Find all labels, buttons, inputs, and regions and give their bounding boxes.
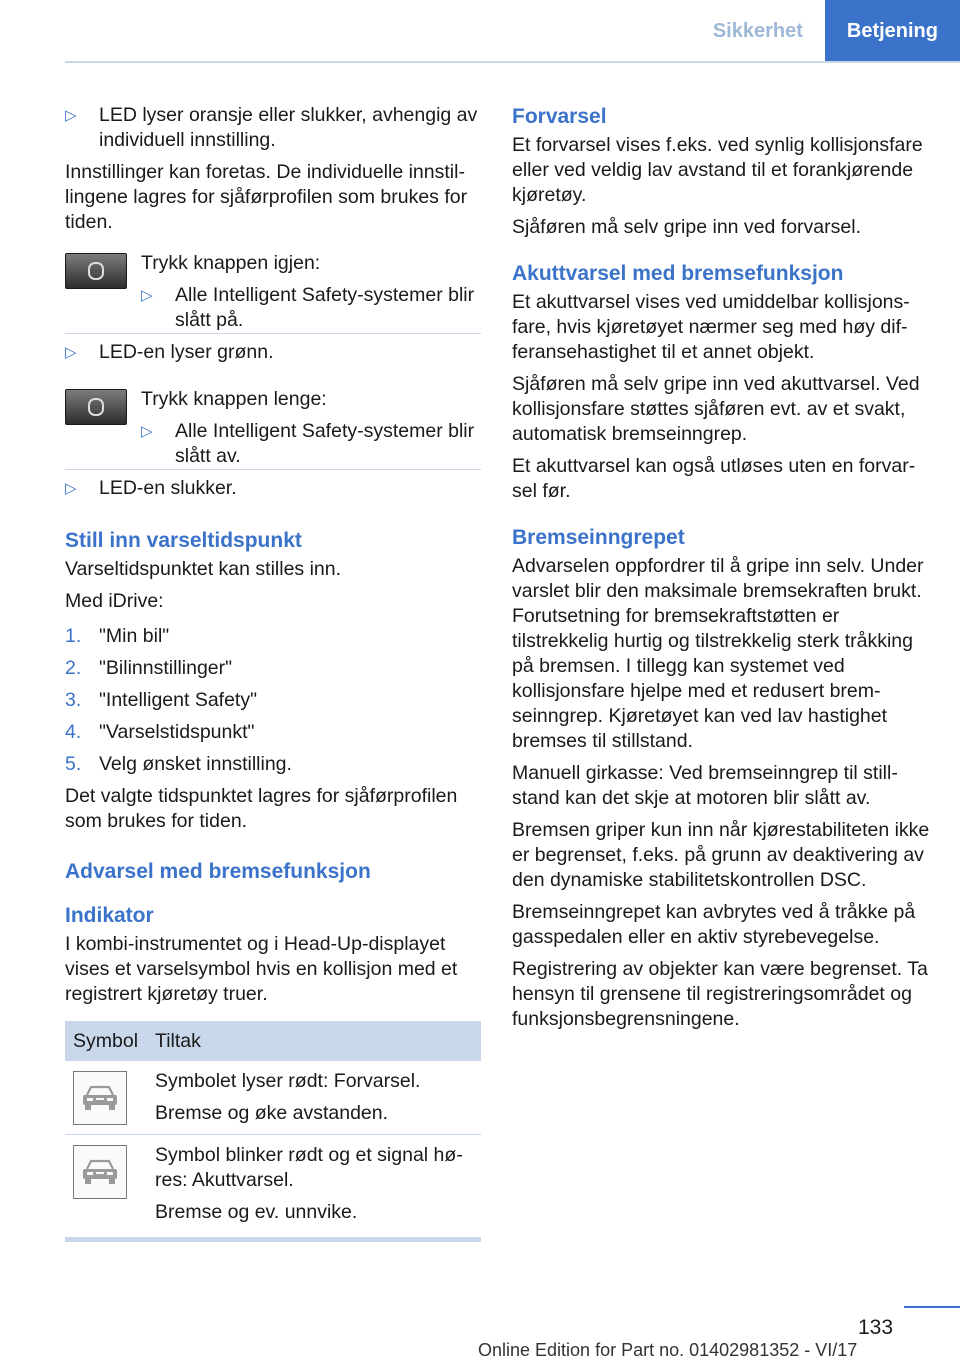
tab-safety[interactable]: Sikkerhet [712, 19, 803, 42]
intelligent-safety-button-image [65, 253, 127, 289]
acute-paragraph-3: Et akuttvarsel kan også utløses uten en forvarsel før. [512, 455, 916, 502]
bullet-text: LED-en slukker. [99, 477, 237, 499]
step-text: "Intelligent Safety" [99, 689, 258, 711]
table-row [65, 1061, 481, 1135]
safety-button-icon [88, 262, 104, 280]
action-text: Bremse og ev. unnvike. [155, 1201, 358, 1223]
brake-paragraph-3: Bremsen griper kun inn når kjørestabiliteten ikke er begrenset, f.eks. på grunn av deaktivering av den dynamiske stabilitetskontrollen DSC. [512, 819, 930, 891]
prewarning-paragraph: Et forvarsel vises f.eks. ved synlig kollisjonsfare eller ved veldig lav avstand til et forankjørende kjøretøy. [512, 134, 923, 206]
header-divider [65, 61, 960, 63]
bullet-text: LED lyser oransje eller slukker, avhengig av individuell innstilling. [99, 104, 478, 151]
settings-paragraph: Innstillinger kan foretas. De individuelle innstillingene lagres for sjåførprofilen som brukes for tiden. [65, 161, 468, 233]
press-again-block [65, 251, 481, 333]
brake-paragraph-4: Bremseinngrepet kan avbrytes ved å tråkke på gasspedalen eller en aktiv styrebevegelse. [512, 901, 916, 948]
heading-prewarning: Forvarsel [512, 105, 607, 128]
step-text: "Varselstidspunkt" [99, 721, 255, 743]
idrive-paragraph: Med iDrive: [65, 590, 164, 612]
step-text: "Bilinnstillinger" [99, 657, 233, 679]
list-item [65, 688, 481, 713]
press-again-body [141, 251, 481, 333]
list-item [65, 624, 481, 649]
prewarning-paragraph-2: Sjåføren må selv gripe inn ved forvarsel. [512, 216, 861, 238]
step-number: 3. [65, 689, 82, 711]
brake-paragraph-5: Registrering av objekter kan være begrenset. Ta hensyn til grensene til registreringsområdet og funksjonsbegrensningene. [512, 958, 928, 1030]
acute-paragraph: Et akuttvarsel vises ved umiddelbar kollisjonsfare, hvis kjøretøyet nærmer seg med høy differansehastighet til et annet objekt. [512, 291, 910, 363]
bullet-led-green [65, 333, 481, 371]
step-text: Velg ønsket innstilling. [99, 753, 292, 775]
heading-acute-warning: Akuttvarsel med bremsefunksjon [512, 262, 844, 285]
press-again-text: Trykk knappen igjen: [141, 252, 321, 274]
triangle-bullet-icon: ▷ [65, 480, 77, 497]
page-number-rule [904, 1306, 960, 1308]
press-long-block [65, 387, 481, 469]
set-time-paragraph: Varseltidspunktet kan stilles inn. [65, 558, 342, 580]
symbol-table [65, 1021, 481, 1237]
car-front-icon [73, 1145, 127, 1199]
triangle-bullet-icon: ▷ [65, 107, 77, 124]
bullet-text: LED-en lyser grønn. [99, 341, 274, 363]
bullet-led-orange [65, 103, 481, 153]
list-item [65, 720, 481, 745]
bullet-systems-off [141, 419, 481, 469]
action-text: Bremse og øke avstanden. [155, 1102, 389, 1124]
triangle-bullet-icon: ▷ [141, 287, 153, 304]
step-number: 4. [65, 721, 82, 743]
car-front-icon [73, 1071, 127, 1125]
safety-button-icon [88, 398, 104, 416]
step-text: "Min bil" [99, 625, 170, 647]
bullet-systems-on [141, 283, 481, 333]
press-long-body [141, 387, 481, 469]
saved-paragraph: Det valgte tidspunktet lagres for sjåførprofilen som brukes for tiden. [65, 785, 458, 832]
bullet-text: Alle Intelligent Safety-systemer blir slått på. [175, 284, 475, 331]
section-tabs [691, 0, 960, 62]
brake-paragraph-2: Manuell girkasse: Ved bremseinngrep til stillstand kan det skje at motoren blir slått av. [512, 762, 898, 809]
bullet-led-off [65, 469, 481, 501]
heading-set-warning-time: Still inn varseltidspunkt [65, 529, 302, 552]
edition-footer: Online Edition for Part no. 01402981352 - VI/17 [478, 1340, 858, 1360]
heading-indicator: Indikator [65, 904, 154, 927]
triangle-bullet-icon: ▷ [141, 423, 153, 440]
left-column [65, 103, 481, 1242]
tab-operation[interactable]: Betjening [825, 0, 960, 62]
bullet-text: Alle Intelligent Safety-systemer blir slått av. [175, 420, 475, 467]
brake-paragraph: Advarselen oppfordrer til å gripe inn selv. Under varslet blir den maksimale bremsekraften brukt. Forutsetning for bremsekraftstøtten er tilstrekkelig hurtig og tilstrekkelig sterk tråkking på bremsen. I tillegg kan systemet ved kollisjonsfare hjelpe med et redusert bremseinngrep. Kjøretøyet kan ved lav hastighet bremses til stillstand. [512, 555, 924, 752]
table-row [65, 1135, 481, 1238]
action-text: Symbolet lyser rødt: Forvarsel. [155, 1070, 421, 1092]
triangle-bullet-icon: ▷ [65, 344, 77, 361]
action-text: Symbol blinker rødt og et signal høres: Akuttvarsel. [155, 1144, 463, 1191]
indicator-paragraph: I kombi-instrumentet og i Head-Up-displayet vises et varselsymbol hvis en kollisjon med et registrert kjøretøy truer. [65, 933, 458, 1005]
list-item [65, 752, 481, 777]
heading-warning-brake: Advarsel med bremsefunksjon [65, 860, 371, 883]
step-number: 1. [65, 625, 82, 647]
step-number: 5. [65, 753, 82, 775]
table-bottom-rule [65, 1237, 481, 1242]
acute-paragraph-2: Sjåføren må selv gripe inn ved akuttvarsel. Ved kollisjonsfare støttes sjåføren evt. av et svakt, automatisk bremseinngrep. [512, 373, 920, 445]
col-symbol-header: Symbol [65, 1021, 147, 1061]
list-item [65, 656, 481, 681]
right-column [512, 103, 930, 1039]
step-number: 2. [65, 657, 82, 679]
col-action-header: Tiltak [147, 1021, 481, 1061]
intelligent-safety-button-image [65, 389, 127, 425]
heading-brake-intervention: Bremseinngrepet [512, 526, 685, 549]
press-long-text: Trykk knappen lenge: [141, 388, 327, 410]
page-number: 133 [858, 1316, 894, 1339]
